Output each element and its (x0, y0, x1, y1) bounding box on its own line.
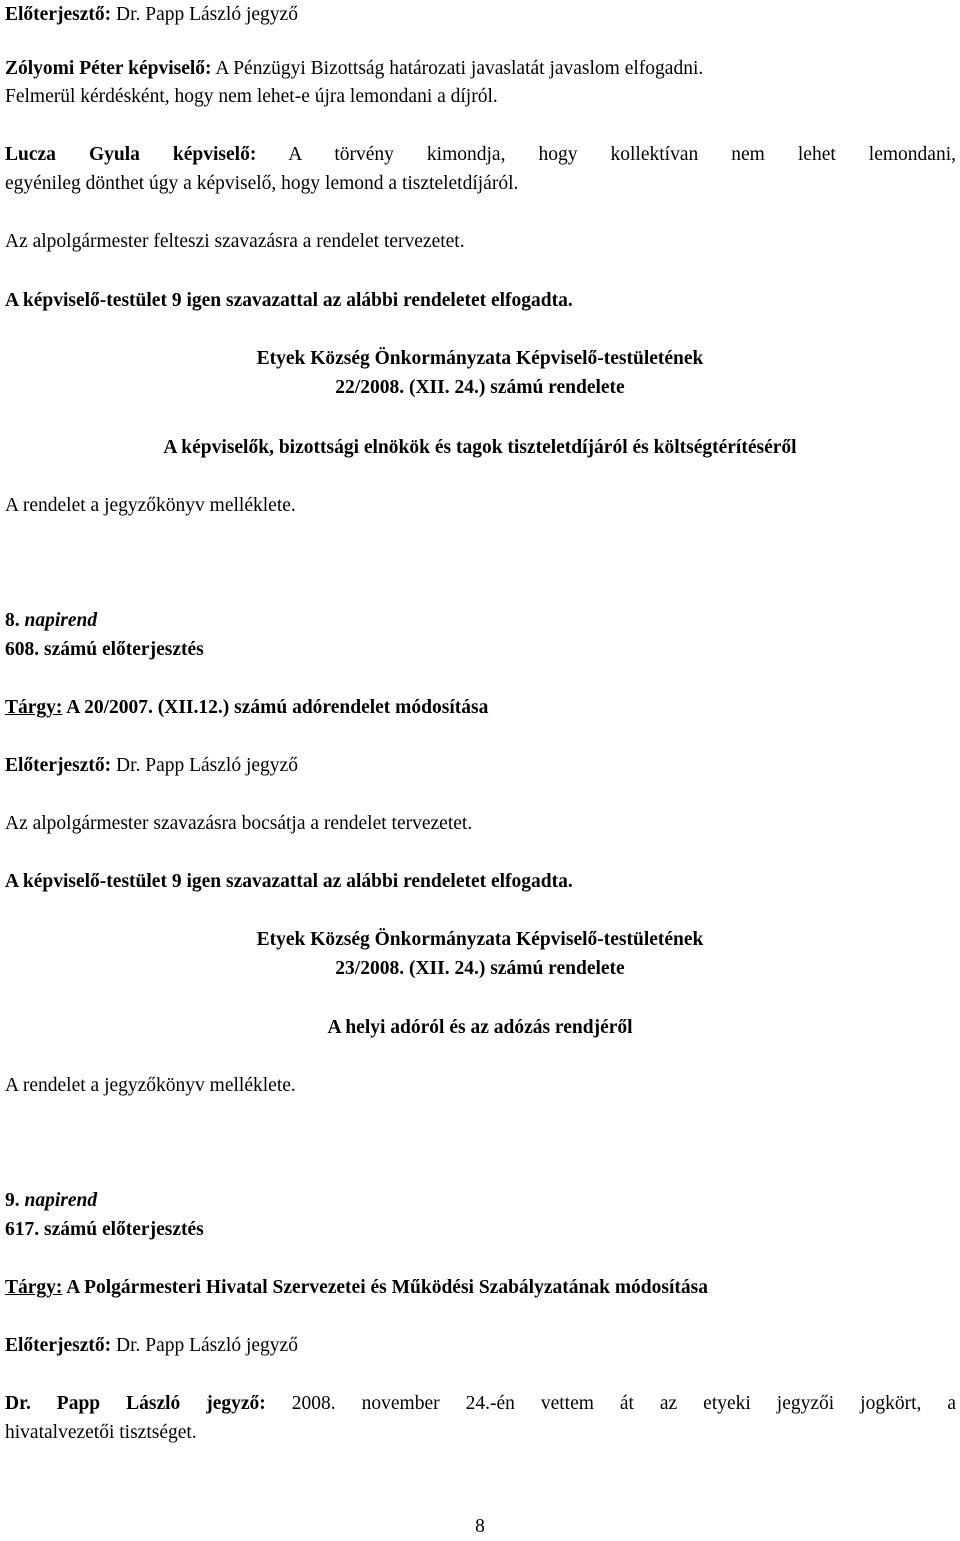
lucza-paragraph-line-2: egyénileg dönthet úgy a képviselő, hogy lemond a tiszteletdíjáról. (5, 173, 519, 194)
speaker-name: Zólyomi Péter képviselő: (5, 58, 212, 79)
page-number: 8 (475, 1516, 485, 1537)
subject-text: A 20/2007. (XII.12.) számú adórendelet módosítása (62, 697, 489, 718)
vote-result-2 (5, 867, 573, 896)
decree-2-heading (0, 925, 960, 954)
decree-2-number (0, 954, 960, 983)
vote-result-1 (5, 286, 573, 315)
decree-title-text: A képviselők, bizottsági elnökök és tagok tiszteletdíjáról és költségtérítéséről (163, 437, 797, 458)
speech-text: A Pénzügyi Bizottság határozati javaslatát javaslom elfogadni. (211, 58, 704, 79)
proposal-label: számú előterjesztés (39, 639, 204, 660)
papp-paragraph-line-1 (5, 1389, 956, 1418)
speaker-name: Lucza Gyula képviselő: (5, 144, 257, 165)
agenda-label: napirend (19, 610, 98, 631)
presenter-label: Előterjesztő: (5, 755, 112, 776)
agenda-item-9 (5, 1186, 97, 1215)
lucza-paragraph-line-1 (5, 140, 956, 169)
proposal-number: 608. (5, 639, 40, 660)
decree-2-title (0, 1013, 960, 1042)
decree-1-title (0, 433, 960, 462)
presenter-name: Dr. Papp László jegyző (111, 1335, 298, 1356)
zolyomi-paragraph-line-2: Felmerül kérdésként, hogy nem lehet-e újra lemondani a díjról. (5, 86, 498, 107)
agenda-number: 8. (5, 610, 20, 631)
decree-number-text: 23/2008. (XII. 24.) számú rendelete (335, 958, 625, 979)
subject-label: Tárgy: (5, 697, 63, 718)
decree-1-number (0, 373, 960, 402)
decree-number-text: 22/2008. (XII. 24.) számú rendelete (335, 377, 625, 398)
speech-text: A törvény kimondja, hogy kollektívan nem lehet lemondani, (256, 144, 956, 165)
presenter-line-1 (5, 0, 298, 29)
proposal-617 (5, 1215, 204, 1244)
proposal-label: számú előterjesztés (39, 1219, 204, 1240)
decree-title-text: A helyi adóról és az adózás rendjéről (327, 1017, 633, 1038)
vote-intro-2: Az alpolgármester szavazásra bocsátja a rendelet tervezetet. (5, 813, 473, 834)
papp-paragraph-line-2: hivatalvezetői tisztséget. (5, 1422, 197, 1443)
subject-line-8 (5, 693, 488, 722)
vote-result-text: A képviselő-testület 9 igen szavazattal az alábbi rendeletet elfogadta. (5, 290, 573, 311)
subject-text: A Polgármesteri Hivatal Szervezetei és Működési Szabályzatának módosítása (62, 1277, 708, 1298)
subject-label: Tárgy: (5, 1277, 63, 1298)
zolyomi-paragraph-line-1 (5, 54, 703, 83)
annex-note-1: A rendelet a jegyzőkönyv melléklete. (5, 495, 296, 516)
proposal-number: 617. (5, 1219, 40, 1240)
decree-authority: Etyek Község Önkormányzata Képviselő-testületének (256, 348, 704, 369)
annex-note-2: A rendelet a jegyzőkönyv melléklete. (5, 1075, 296, 1096)
agenda-label: napirend (19, 1190, 98, 1211)
presenter-name: Dr. Papp László jegyző (111, 4, 298, 25)
decree-authority: Etyek Község Önkormányzata Képviselő-testületének (256, 929, 704, 950)
speech-text: 2008. november 24.-én vettem át az etyeki jegyzői jogkört, a (265, 1393, 957, 1414)
proposal-608 (5, 635, 204, 664)
agenda-number: 9. (5, 1190, 20, 1211)
vote-intro-1: Az alpolgármester felteszi szavazásra a rendelet tervezetet. (5, 231, 465, 252)
subject-line-9 (5, 1273, 708, 1302)
decree-1-heading (0, 344, 960, 373)
presenter-label: Előterjesztő: (5, 4, 112, 25)
presenter-line-9 (5, 1331, 298, 1360)
agenda-item-8 (5, 606, 97, 635)
vote-result-text: A képviselő-testület 9 igen szavazattal az alábbi rendeletet elfogadta. (5, 871, 573, 892)
speaker-name: Dr. Papp László jegyző: (5, 1393, 266, 1414)
presenter-name: Dr. Papp László jegyző (111, 755, 298, 776)
presenter-line-8 (5, 751, 298, 780)
presenter-label: Előterjesztő: (5, 1335, 112, 1356)
